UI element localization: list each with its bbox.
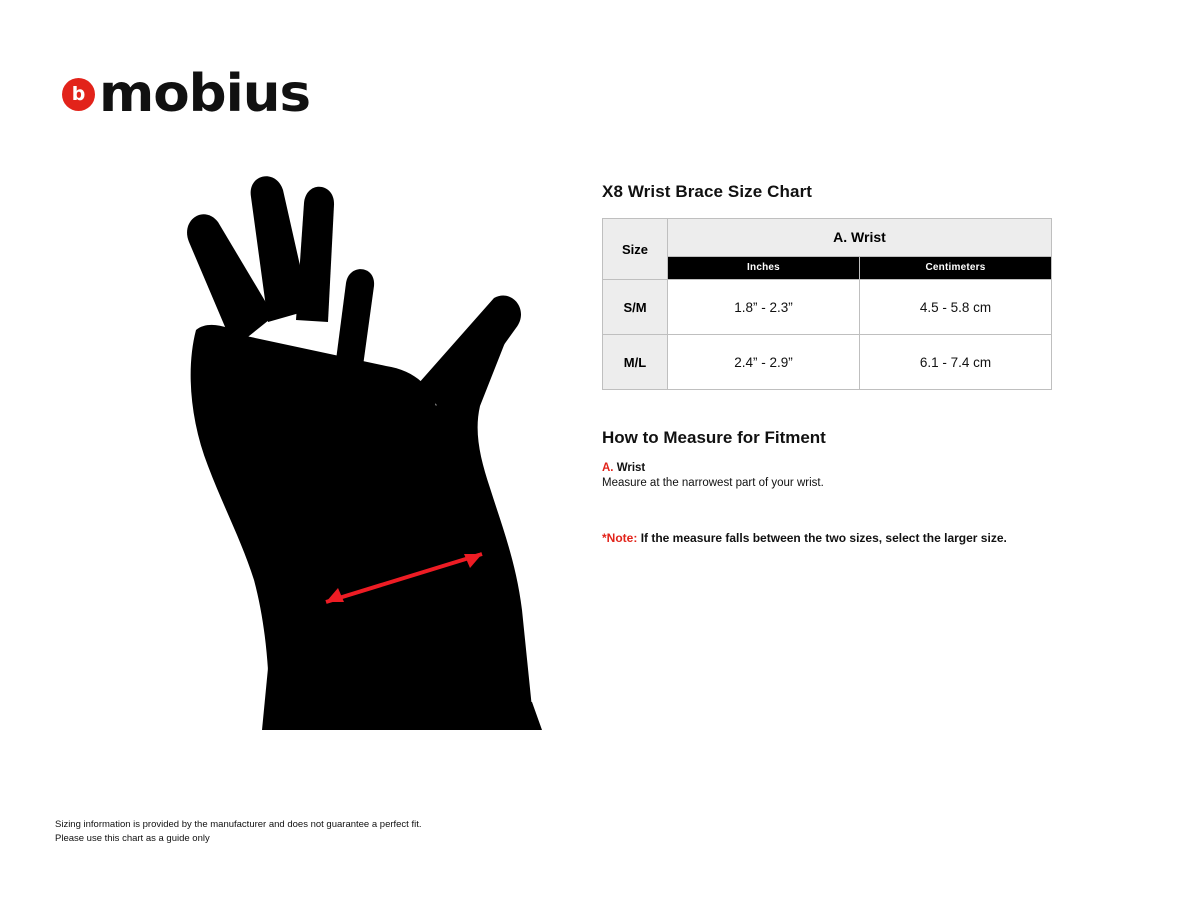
note-body: If the measure falls between the two sizes, select the larger size. — [640, 531, 1007, 545]
table-header-row-1 — [603, 219, 1052, 257]
hand-illustration — [150, 170, 570, 730]
row-cm-ml: 6.1 - 7.4 cm — [860, 335, 1052, 390]
hand-silhouette-icon — [187, 176, 542, 730]
measure-item-description: Measure at the narrowest part of your wrist. — [602, 477, 824, 489]
footer-disclaimer — [55, 818, 422, 846]
col-header-centimeters: Centimeters — [860, 256, 1052, 279]
table-row — [603, 335, 1052, 390]
measure-label-a: A — [476, 536, 491, 558]
col-header-inches: Inches — [668, 256, 860, 279]
brand-logo — [62, 64, 311, 124]
measure-item-label: Wrist — [616, 462, 646, 474]
logo-wordmark: mobius — [99, 64, 311, 124]
table-row — [603, 280, 1052, 335]
measure-item-key: A. — [602, 462, 614, 474]
how-to-measure-title: How to Measure for Fitment — [602, 428, 826, 447]
note-label: *Note: — [602, 531, 638, 545]
col-header-size: Size — [603, 219, 668, 280]
size-chart-panel — [602, 182, 1062, 557]
mobius-logo-icon — [62, 78, 95, 111]
measure-item-heading — [602, 462, 1062, 474]
col-header-group-wrist: A. Wrist — [668, 219, 1052, 257]
row-inches-ml: 2.4” - 2.9” — [668, 335, 860, 390]
table-header-row-2 — [603, 256, 1052, 279]
note-text — [602, 531, 1062, 545]
row-size-ml: M/L — [603, 335, 668, 390]
page-title: X8 Wrist Brace Size Chart — [602, 182, 813, 201]
footer-line-1: Sizing information is provided by the manufacturer and does not guarantee a perfect fit. — [55, 819, 422, 830]
row-inches-sm: 1.8” - 2.3” — [668, 280, 860, 335]
row-size-sm: S/M — [603, 280, 668, 335]
size-chart-table — [602, 218, 1052, 390]
logo-mark-letter: b — [71, 83, 86, 105]
row-cm-sm: 4.5 - 5.8 cm — [860, 280, 1052, 335]
footer-line-2: Please use this chart as a guide only — [55, 832, 210, 844]
